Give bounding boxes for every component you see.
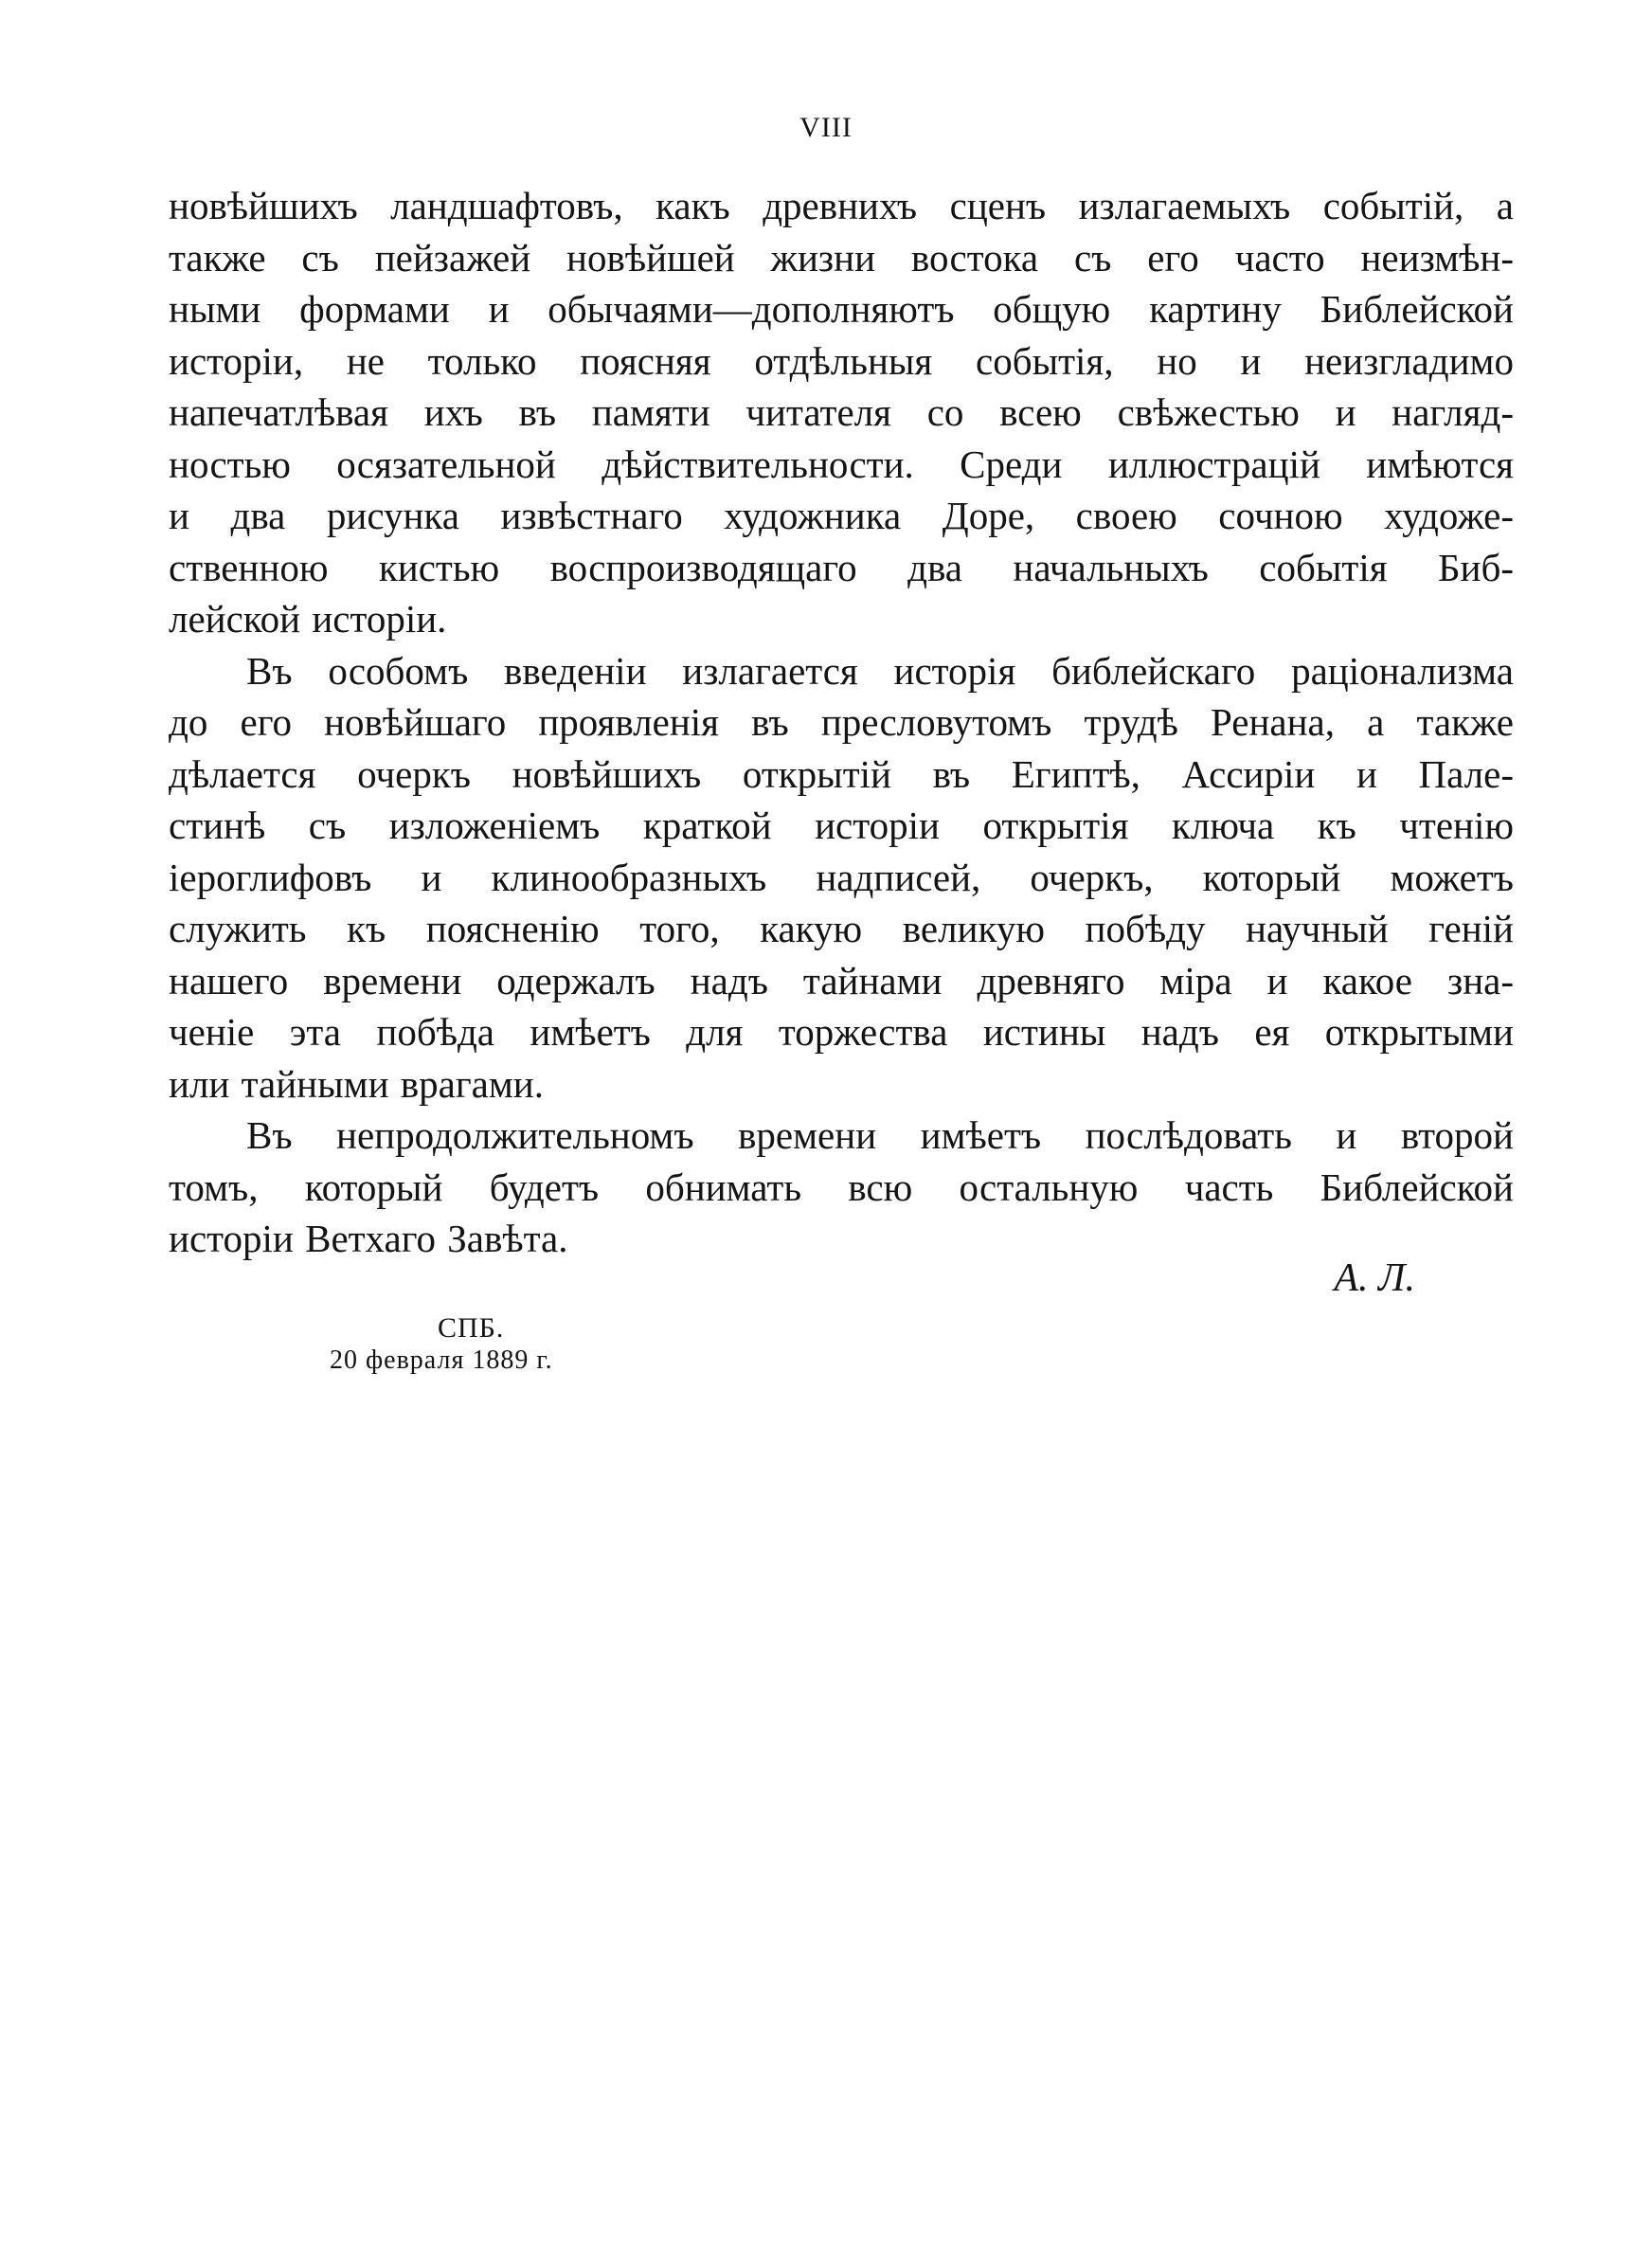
text-line: томъ, который будетъ обнимать всю остальную часть Библейской [169, 1165, 1514, 1209]
date-line: 20 февраля 1889 г. [330, 1345, 553, 1375]
signature-initials: А. Л. [1334, 1256, 1415, 1300]
text-line: ственною кистью воспроизводящаго два начальныхъ событія Биб- [169, 545, 1514, 589]
body-text [169, 180, 1514, 1265]
text-line: нашего времени одержалъ надъ тайнами древняго міра и какое зна- [169, 958, 1514, 1002]
text-line: исторіи Ветхаго Завѣта. [169, 1217, 568, 1260]
text-line: напечатлѣвая ихъ въ памяти читателя со всею свѣжестью и нагляд- [169, 390, 1514, 434]
text-line: служить къ поясненію того, какую великую побѣду научный геній [169, 907, 1514, 950]
text-line: также съ пейзажей новѣйшей жизни востока съ его часто неизмѣн- [169, 235, 1514, 280]
paragraph-2 [169, 645, 1514, 1110]
text-line: стинѣ съ изложеніемъ краткой исторіи открытія ключа къ чтенію [169, 803, 1514, 847]
text-line: или тайными врагами. [169, 1061, 544, 1106]
page-number: VIII [799, 112, 853, 143]
text-line: дѣлается очеркъ новѣйшихъ открытій въ Египтѣ, Ассиріи и Пале- [169, 751, 1514, 796]
text-line: лейской исторіи. [169, 597, 447, 641]
paragraph-3 [169, 1110, 1514, 1265]
text-line: ченіе эта побѣда имѣетъ для торжества истины надъ ея открытыми [169, 1010, 1514, 1054]
text-line: и два рисунка извѣстнаго художника Доре, своею сочною художе- [169, 494, 1514, 537]
place-of-publication: СПБ. [438, 1312, 505, 1344]
paragraph-1 [169, 180, 1514, 645]
text-line: ностью осязательной дѣйствительности. Среди иллюстрацій имѣются [169, 442, 1514, 486]
text-line: до его новѣйшаго проявленія въ пресловутомъ трудѣ Ренана, а также [169, 700, 1514, 744]
text-line: Въ особомъ введеніи излагается исторія библейскаго раціонализма [246, 648, 1514, 693]
text-line: Въ непродолжительномъ времени имѣетъ послѣдовать и второй [246, 1113, 1514, 1157]
text-line: новѣйшихъ ландшафтовъ, какъ древнихъ сценъ излагаемыхъ событій, а [169, 184, 1514, 227]
text-line: іероглифовъ и клинообразныхъ надписей, очеркъ, который можетъ [169, 855, 1514, 899]
text-line: исторіи, не только поясняя отдѣльныя событія, но и неизгладимо [169, 338, 1514, 383]
text-line: ными формами и обычаями—дополняютъ общую картину Библейской [169, 287, 1514, 331]
